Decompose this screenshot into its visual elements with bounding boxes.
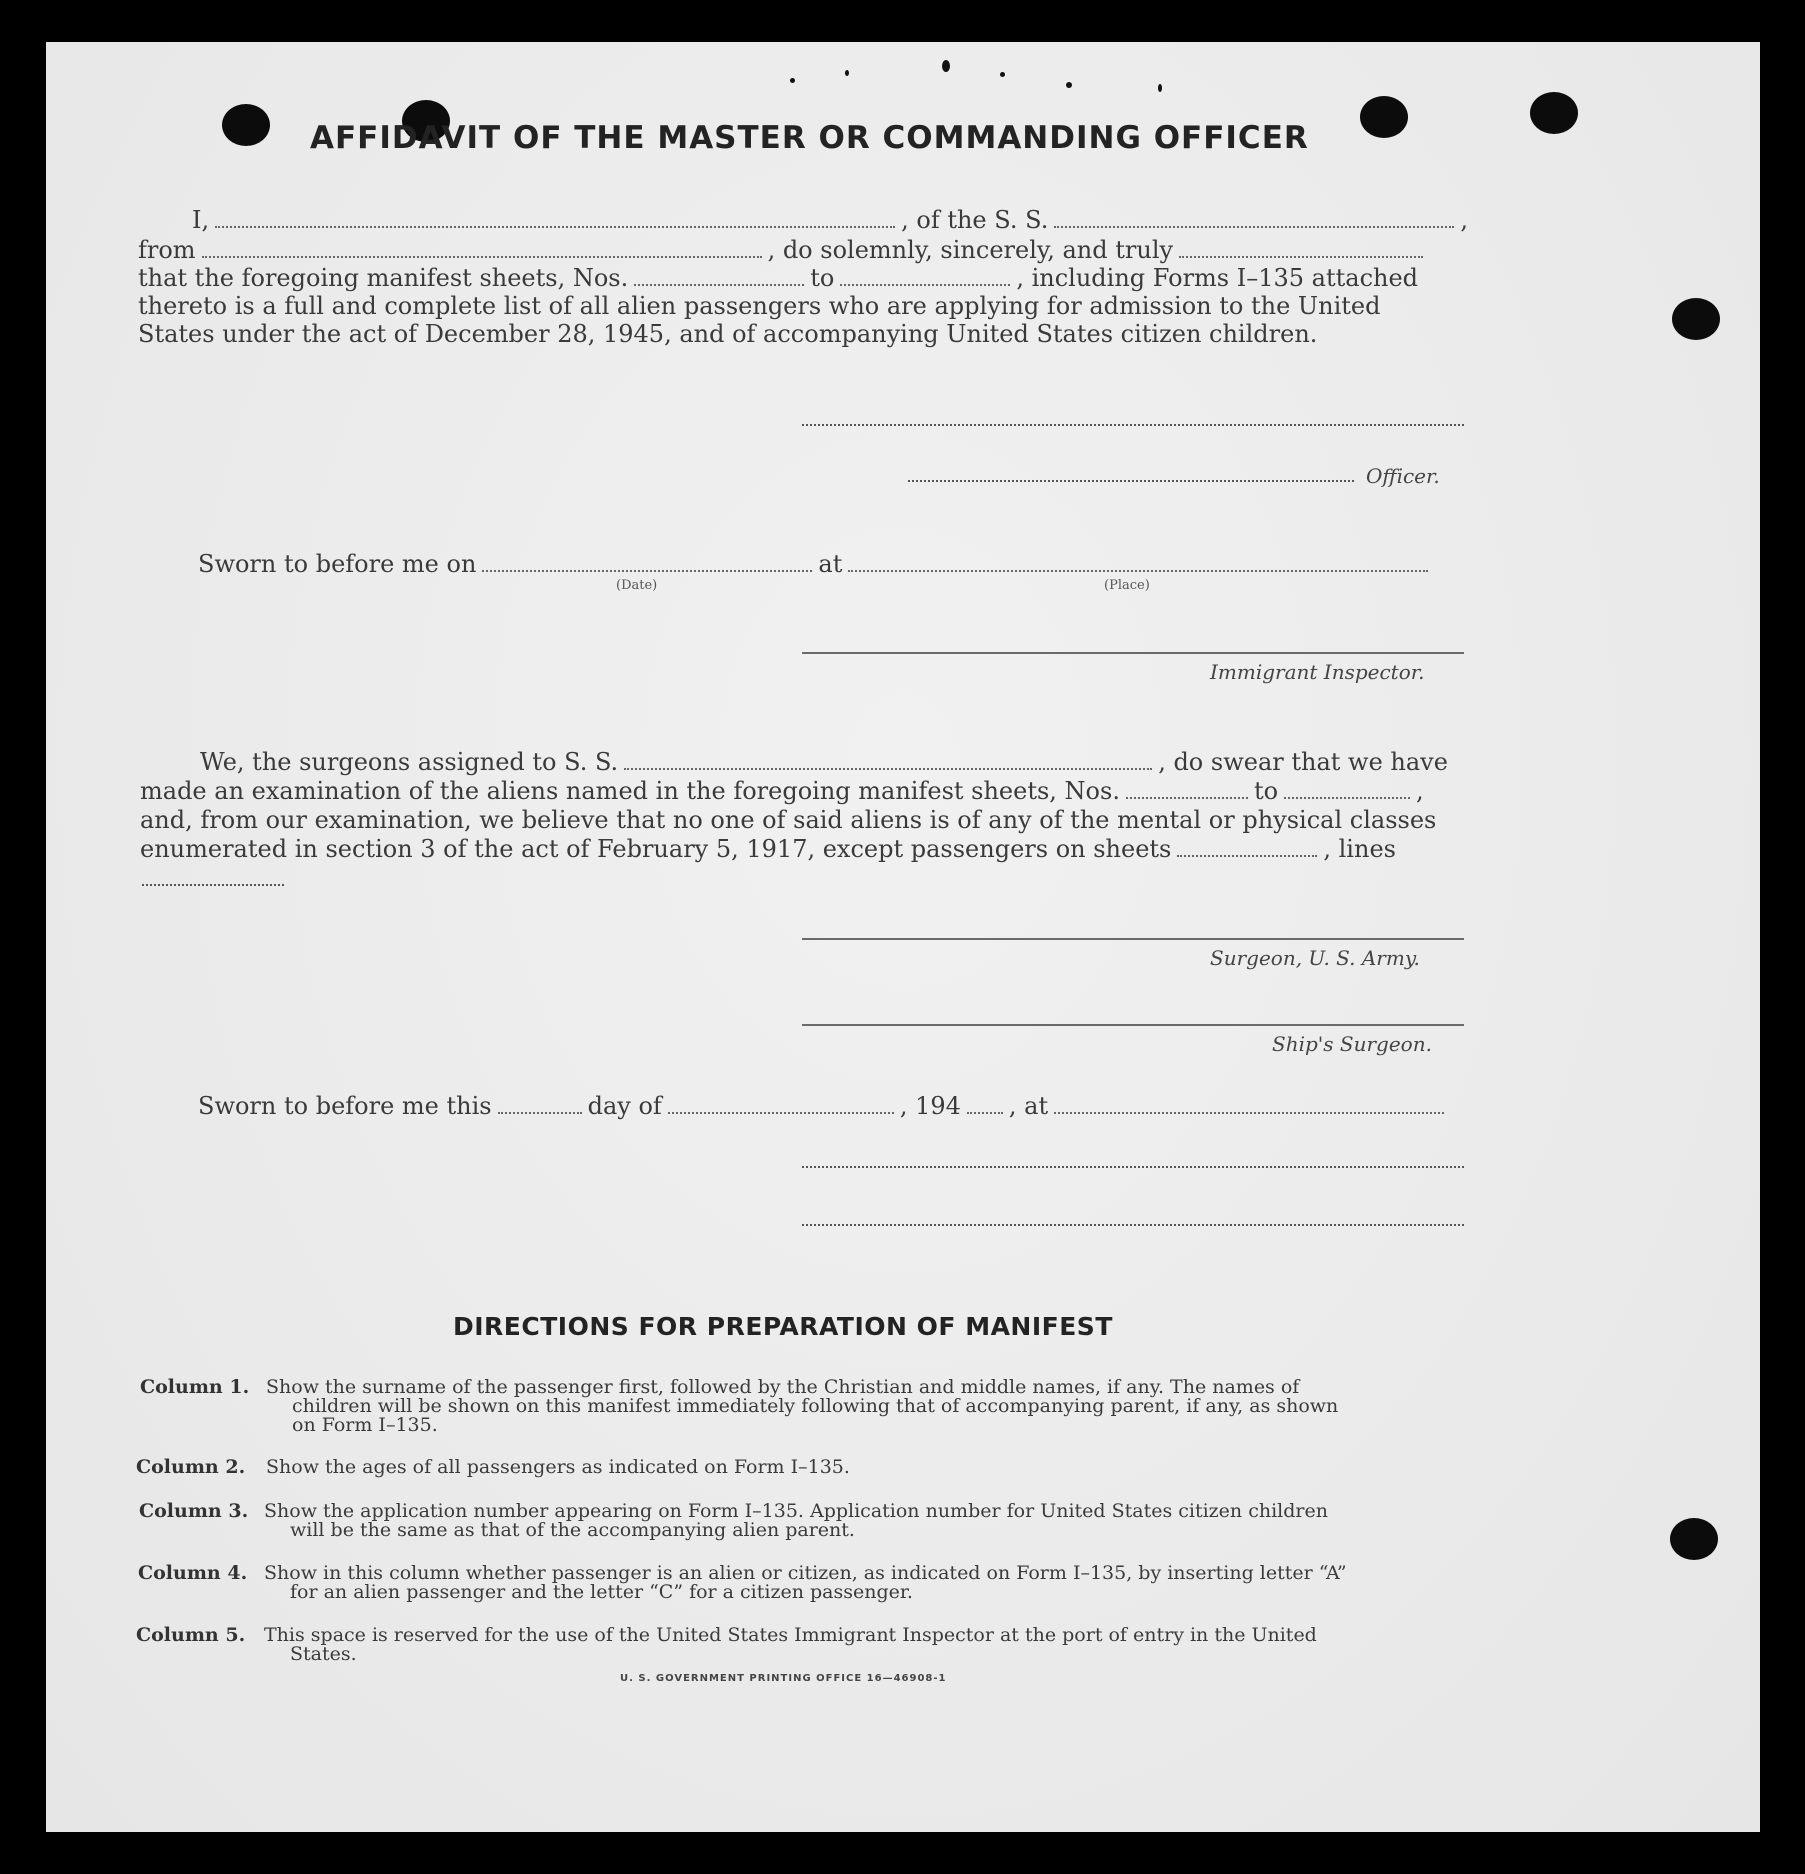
master-name-field[interactable] bbox=[215, 225, 895, 228]
ink-speck bbox=[845, 70, 849, 76]
signature-line-a[interactable] bbox=[802, 1166, 1464, 1168]
column-1-text: Show the surname of the passenger first, followed by the Christian and middle names, if any. The names of children will be shown on this manifest immediately following that of accompanying parent, if any, as shown on Form I–135. bbox=[266, 1376, 1339, 1436]
inspector-signature-line[interactable] bbox=[802, 652, 1464, 654]
affidavit-line-4: thereto is a full and complete list of all alien passengers who are applying for admission to the United bbox=[138, 292, 1381, 320]
sheet-from-field[interactable] bbox=[634, 283, 804, 286]
from-port-field[interactable] bbox=[202, 255, 762, 258]
sworn-year-field[interactable] bbox=[967, 1111, 1003, 1114]
ink-speck bbox=[942, 60, 950, 72]
punch-hole bbox=[1672, 298, 1720, 340]
column-2-label: Column 2. bbox=[136, 1456, 246, 1478]
column-5-text: This space is reserved for the use of the United States Immigrant Inspector at the port of entry in the United States. bbox=[264, 1624, 1317, 1665]
sworn-place-field[interactable] bbox=[848, 569, 1428, 572]
sheet-to-field[interactable] bbox=[840, 283, 1010, 286]
sworn-line-2: Sworn to before me this day of , 194 , at bbox=[198, 1092, 1450, 1120]
column-5-label: Column 5. bbox=[136, 1624, 246, 1646]
army-surgeon-caption: Surgeon, U. S. Army. bbox=[1210, 946, 1420, 970]
punch-hole bbox=[1530, 92, 1578, 134]
except-sheets-field[interactable] bbox=[1177, 854, 1317, 857]
affidavit-line-3: that the foregoing manifest sheets, Nos. to , including Forms I–135 attached bbox=[138, 264, 1419, 292]
surgeons-line-1: We, the surgeons assigned to S. S. , do swear that we have bbox=[200, 748, 1448, 776]
army-surgeon-signature-line[interactable] bbox=[802, 938, 1464, 940]
surgeons-line-4: enumerated in section 3 of the act of February 5, 1917, except passengers on sheets , lines bbox=[140, 835, 1396, 863]
printing-office-footer: U. S. GOVERNMENT PRINTING OFFICE 16—46908-1 bbox=[620, 1673, 947, 1684]
sworn-line-1: Sworn to before me on at bbox=[198, 550, 1434, 578]
directions-heading: DIRECTIONS FOR PREPARATION OF MANIFEST bbox=[453, 1312, 1113, 1341]
sworn-at-field[interactable] bbox=[1054, 1111, 1444, 1114]
affidavit-line-1: I, , of the S. S. , bbox=[192, 206, 1468, 234]
column-3-label: Column 3. bbox=[139, 1500, 249, 1522]
surgeons-line-2: made an examination of the aliens named in the foregoing manifest sheets, Nos. to , bbox=[140, 777, 1424, 805]
column-1-label: Column 1. bbox=[140, 1376, 250, 1398]
place-caption: (Place) bbox=[1104, 578, 1150, 593]
surgeons-sheet-to-field[interactable] bbox=[1284, 796, 1410, 799]
signature-line-b[interactable] bbox=[802, 1224, 1464, 1226]
affidavit-line-2: from , do solemnly, sincerely, and truly bbox=[138, 236, 1429, 264]
surgeons-ship-field[interactable] bbox=[624, 767, 1152, 770]
date-caption: (Date) bbox=[616, 578, 658, 593]
ship-surgeon-signature-line[interactable] bbox=[802, 1024, 1464, 1026]
surgeons-sheet-from-field[interactable] bbox=[1126, 796, 1248, 799]
column-3-text: Show the application number appearing on Form I–135. Application number for United States citizen children will be the same as that of the accompanying alien parent. bbox=[264, 1500, 1328, 1541]
punch-hole bbox=[1360, 96, 1408, 138]
punch-hole bbox=[1670, 1518, 1718, 1560]
officer-caption: Officer. bbox=[1366, 464, 1440, 488]
column-4-text: Show in this column whether passenger is an alien or citizen, as indicated on Form I–135, by inserting letter “A” for an alien passenger and the letter “C” for a citizen passenger. bbox=[264, 1562, 1347, 1603]
sworn-day-field[interactable] bbox=[498, 1111, 582, 1114]
column-4-label: Column 4. bbox=[138, 1562, 248, 1584]
sworn-date-field[interactable] bbox=[482, 569, 812, 572]
inspector-caption: Immigrant Inspector. bbox=[1210, 660, 1425, 684]
sworn-month-field[interactable] bbox=[668, 1111, 894, 1114]
ship-surgeon-caption: Ship's Surgeon. bbox=[1272, 1032, 1432, 1056]
ink-speck bbox=[1066, 82, 1072, 88]
officer-signature-line[interactable] bbox=[802, 424, 1464, 426]
officer-title-line[interactable] bbox=[908, 480, 1354, 482]
column-2-text: Show the ages of all passengers as indicated on Form I–135. bbox=[266, 1456, 850, 1478]
affidavit-line-5: States under the act of December 28, 1945, and of accompanying United States citizen children. bbox=[138, 320, 1318, 348]
surgeons-line-3: and, from our examination, we believe that no one of said aliens is of any of the mental or physical classes bbox=[140, 806, 1437, 834]
ink-speck bbox=[1158, 84, 1162, 92]
ink-speck bbox=[1000, 72, 1005, 77]
ink-speck bbox=[790, 78, 795, 83]
ship-name-field[interactable] bbox=[1054, 225, 1454, 228]
punch-hole bbox=[222, 104, 270, 146]
affidavit-heading: AFFIDAVIT OF THE MASTER OR COMMANDING OFFICER bbox=[310, 120, 1309, 156]
lines-field[interactable] bbox=[142, 884, 284, 886]
truly-field[interactable] bbox=[1179, 255, 1423, 258]
